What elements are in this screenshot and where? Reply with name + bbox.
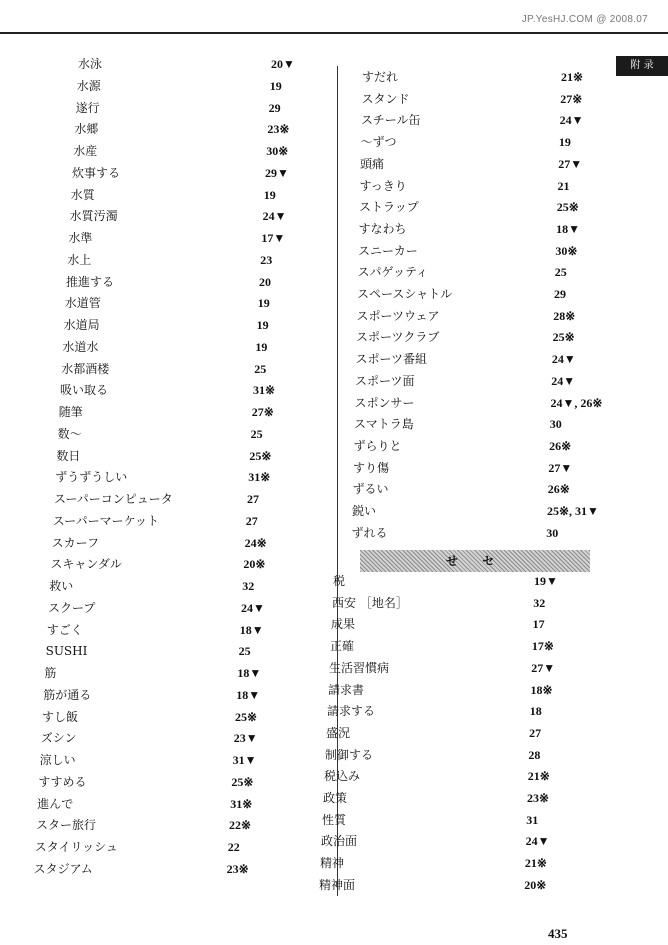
page-reference: 28※ [553, 308, 576, 323]
page-reference: 17▼ [261, 231, 286, 245]
index-term: 頭痛 [360, 156, 385, 171]
page-reference: 31 [526, 812, 539, 827]
page-reference: 19 [558, 135, 571, 150]
index-term: 性質 [322, 812, 347, 827]
index-term: SUSHI [45, 644, 88, 659]
index-term: スニーカー [358, 243, 418, 258]
page-reference: 23 [260, 252, 273, 267]
page-reference: 19 [256, 318, 269, 332]
index-term: スポーツクラブ [356, 330, 440, 345]
section-bar-se: せ セ [360, 550, 590, 572]
index-term: すなわち [358, 221, 407, 236]
page-number: 435 [548, 926, 568, 941]
page-reference: 24▼ [551, 373, 576, 388]
index-term: スキャンダル [50, 557, 122, 572]
page-reference: 20▼ [271, 57, 295, 71]
index-term: 税 [333, 574, 346, 588]
index-term: 数～ [57, 426, 82, 441]
page-reference: 19 [257, 296, 270, 311]
index-term: 生活習慣病 [329, 660, 390, 675]
index-term: 成果 [331, 617, 356, 632]
index-term: 政治面 [321, 834, 358, 849]
index-term: 救い [49, 579, 74, 593]
page-reference: 20※ [524, 877, 547, 892]
page-reference: 18▼ [239, 622, 264, 637]
page-reference: 27 [247, 492, 259, 506]
page-reference: 20 [259, 274, 271, 289]
page-reference: 25 [554, 265, 567, 280]
page-reference: 25※ [556, 200, 579, 215]
index-term: ～ずつ [360, 135, 397, 150]
index-term: スタジアム [33, 861, 93, 876]
page-reference: 24▼ [241, 600, 265, 615]
page-reference: 23▼ [233, 731, 258, 746]
page-reference: 17 [532, 617, 545, 632]
page-reference: 22 [227, 840, 240, 854]
index-term: 制御する [325, 747, 374, 762]
index-term: 盛況 [326, 725, 351, 740]
index-term: 吸い取る [60, 383, 109, 398]
index-term: 水質汚濁 [69, 209, 118, 224]
page-reference: 27▼ [548, 460, 573, 475]
index-term: スチール缶 [361, 113, 421, 128]
page-reference: 25 [238, 644, 251, 659]
page-reference: 18※ [530, 682, 553, 697]
page-reference: 31※ [248, 470, 271, 485]
page-reference: 27 [529, 725, 542, 740]
page-reference: 27▼ [558, 156, 583, 171]
page-reference: 25※ [231, 774, 254, 789]
index-term: 水上 [67, 252, 92, 267]
index-term: 西安 ［地名］ [332, 595, 408, 610]
page-reference: 24※ [244, 535, 267, 550]
index-term: 水質 [70, 187, 95, 202]
page-reference: 19▼ [534, 574, 558, 588]
index-term: スーパーマーケット [52, 513, 159, 528]
page-reference: 18▼ [237, 666, 262, 680]
page-reference: 25 [250, 426, 263, 441]
page-reference: 19 [269, 78, 282, 93]
index-term: スポーツウェア [356, 308, 440, 323]
index-term: すごく [46, 622, 83, 637]
page-reference: 25※ [235, 709, 258, 724]
page-reference: 29 [554, 287, 566, 301]
index-term: スポーツ番組 [355, 352, 428, 367]
page-reference: 25 [254, 361, 267, 376]
index-term: 水都酒楼 [61, 361, 110, 376]
page-reference: 30 [546, 525, 559, 540]
page-reference: 19 [263, 187, 276, 202]
page-reference: 21※ [527, 769, 550, 784]
index-term: すすめる [38, 774, 87, 789]
page-reference: 27▼ [531, 660, 556, 675]
page-reference: 25※ [552, 330, 575, 345]
page-reference: 24▼ [559, 113, 584, 128]
page-reference: 31※ [230, 796, 253, 811]
index-term: すだれ [362, 70, 399, 84]
index-term: 政策 [323, 791, 348, 805]
index-term: 随筆 [58, 405, 83, 419]
index-term: スーパーコンピュータ [54, 492, 173, 506]
page-reference: 31※ [253, 383, 276, 398]
index-term: 水産 [73, 144, 98, 158]
page-reference: 24▼ [525, 834, 550, 849]
index-term: 水泳 [78, 57, 103, 71]
page-reference: 23※ [527, 791, 550, 805]
index-term: 精神 [320, 856, 345, 871]
page-reference: 17※ [531, 639, 554, 654]
page-reference: 32 [533, 595, 546, 610]
index-term: 遂行 [75, 100, 100, 115]
index-term: 水道管 [64, 296, 101, 311]
index-term: 水準 [68, 231, 93, 245]
page-reference: 27※ [251, 405, 274, 419]
page-reference: 19 [255, 339, 268, 354]
index-term: すし飯 [42, 709, 79, 724]
page-reference: 24▼ [551, 352, 576, 367]
index-term: スマトラ島 [354, 417, 414, 432]
page-reference: 29▼ [265, 165, 289, 180]
index-term: 涼しい [39, 753, 76, 767]
index-term: 推進する [66, 274, 115, 289]
page-reference: 21※ [524, 856, 547, 871]
index-term: 筋 [44, 666, 57, 680]
page-reference: 18 [529, 704, 542, 719]
index-term: 筋が通る [43, 687, 92, 702]
index-term: 税込み [324, 769, 361, 784]
page-reference: 23※ [226, 861, 249, 876]
page-reference: 27※ [560, 91, 583, 106]
page-reference: 25※, 31▼ [547, 504, 599, 518]
page-reference: 32 [242, 579, 255, 593]
watermark: JP.YesHJ.COM @ 2008.07 [521, 14, 648, 25]
index-term: スター旅行 [36, 818, 97, 833]
index-term: 水郷 [74, 122, 99, 137]
index-term: ズシン [40, 731, 77, 746]
page-reference: 18▼ [236, 687, 261, 702]
page-reference: 26※ [547, 482, 570, 497]
page-reference: 30※ [266, 144, 289, 158]
index-term: 数日 [56, 448, 81, 463]
index-term: 正確 [330, 639, 355, 654]
index-term: スペースシャトル [357, 287, 453, 301]
index-term: 水道局 [63, 318, 100, 332]
page-reference: 24▼ [262, 209, 287, 224]
index-term: ずうずうしい [55, 470, 128, 485]
page-reference: 25※ [249, 448, 272, 463]
index-term: ずるい [352, 482, 389, 497]
index-term: スタイリッシュ [34, 840, 118, 854]
index-term: ずれる [351, 525, 388, 540]
page-reference: 28 [528, 747, 541, 762]
page-reference: 22※ [229, 818, 252, 833]
page-reference: 29 [268, 100, 281, 115]
index-term: 炊事する [72, 165, 121, 180]
page-reference: 21 [557, 178, 570, 193]
header-tab: 附 录 [616, 56, 668, 76]
index-term: すり傷 [353, 460, 390, 475]
page-reference: 23※ [267, 122, 290, 137]
index-term: スパゲッティ [357, 265, 429, 280]
page-reference: 18▼ [556, 221, 580, 236]
page-reference: 30※ [555, 243, 578, 258]
index-term: すっきり [359, 178, 407, 193]
page-reference: 30 [549, 417, 562, 432]
page-reference: 27 [245, 513, 258, 528]
page-reference: 31▼ [232, 753, 257, 767]
index-term: スポーツ面 [355, 373, 415, 388]
index-term: スポンサー [354, 395, 415, 410]
index-term: スクープ [48, 600, 96, 615]
index-term: 水道水 [62, 339, 99, 354]
index-term: 水源 [76, 78, 101, 93]
index-term: スカーフ [51, 535, 99, 550]
index-term: 請求書 [328, 682, 365, 697]
index-term: 鋭い [352, 504, 377, 518]
index-term: ストラップ [359, 200, 419, 215]
index-term: 請求する [327, 704, 376, 719]
page-reference: 21※ [561, 70, 584, 84]
index-term: 進んで [37, 796, 74, 811]
index-term: ずらりと [353, 438, 402, 453]
page-reference: 20※ [243, 557, 266, 572]
page-reference: 24▼, 26※ [550, 395, 603, 410]
index-term: スタンド [361, 91, 410, 106]
page-reference: 26※ [549, 438, 572, 453]
index-term: 精神面 [319, 877, 356, 892]
top-rule [0, 32, 668, 34]
